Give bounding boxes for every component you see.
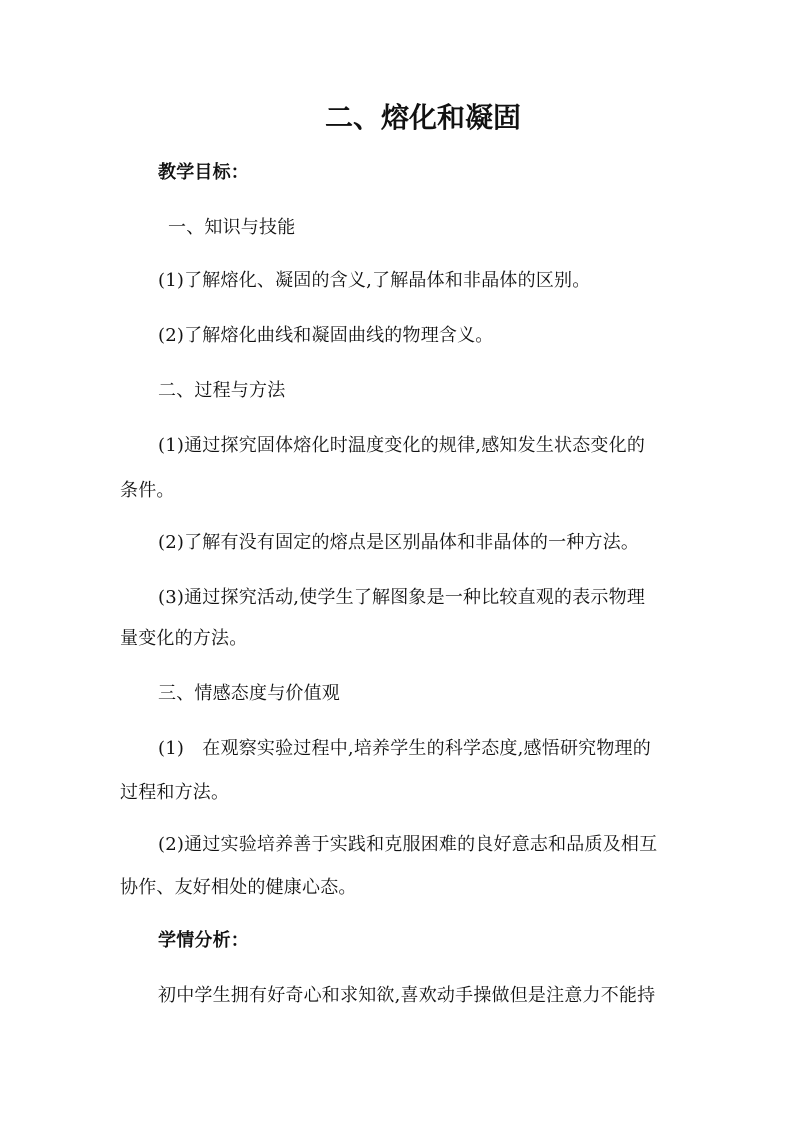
s3-item2-line1: (2)通过实验培养善于实践和克服困难的良好意志和品质及相互 [158,834,658,855]
s1-item1: (1)了解熔化、凝固的含义,了解晶体和非晶体的区别。 [158,270,591,291]
section1-heading: 一、知识与技能 [168,217,296,238]
s1-item2: (2)了解熔化曲线和凝固曲线的物理含义。 [158,325,494,346]
section2-heading: 二、过程与方法 [158,380,286,401]
s2-item1-line2: 条件。 [120,480,175,501]
section3-heading: 三、情感态度与价值观 [158,683,340,704]
s2-item3-line1: (3)通过探究活动,使学生了解图象是一种比较直观的表示物理 [158,587,646,608]
teaching-goals-heading: 教学目标： [158,162,249,183]
s2-item2: (2)了解有没有固定的熔点是区别晶体和非晶体的一种方法。 [158,532,640,553]
s2-item1-line1: (1)通过探究固体熔化时温度变化的规律,感知发生状态变化的 [158,435,646,456]
s3-item1-line1: (1) 在观察实验过程中,培养学生的科学态度,感悟研究物理的 [158,738,651,759]
student-analysis-heading: 学情分析： [158,930,249,951]
s3-item2-line2: 协作、友好相处的健康心态。 [120,877,357,898]
s2-item3-line2: 量变化的方法。 [120,628,248,649]
student-analysis-line1: 初中学生拥有好奇心和求知欲,喜欢动手操做但是注意力不能持 [158,985,656,1006]
page-title: 二、熔化和凝固 [324,101,521,134]
s3-item1-line2: 过程和方法。 [120,782,230,803]
